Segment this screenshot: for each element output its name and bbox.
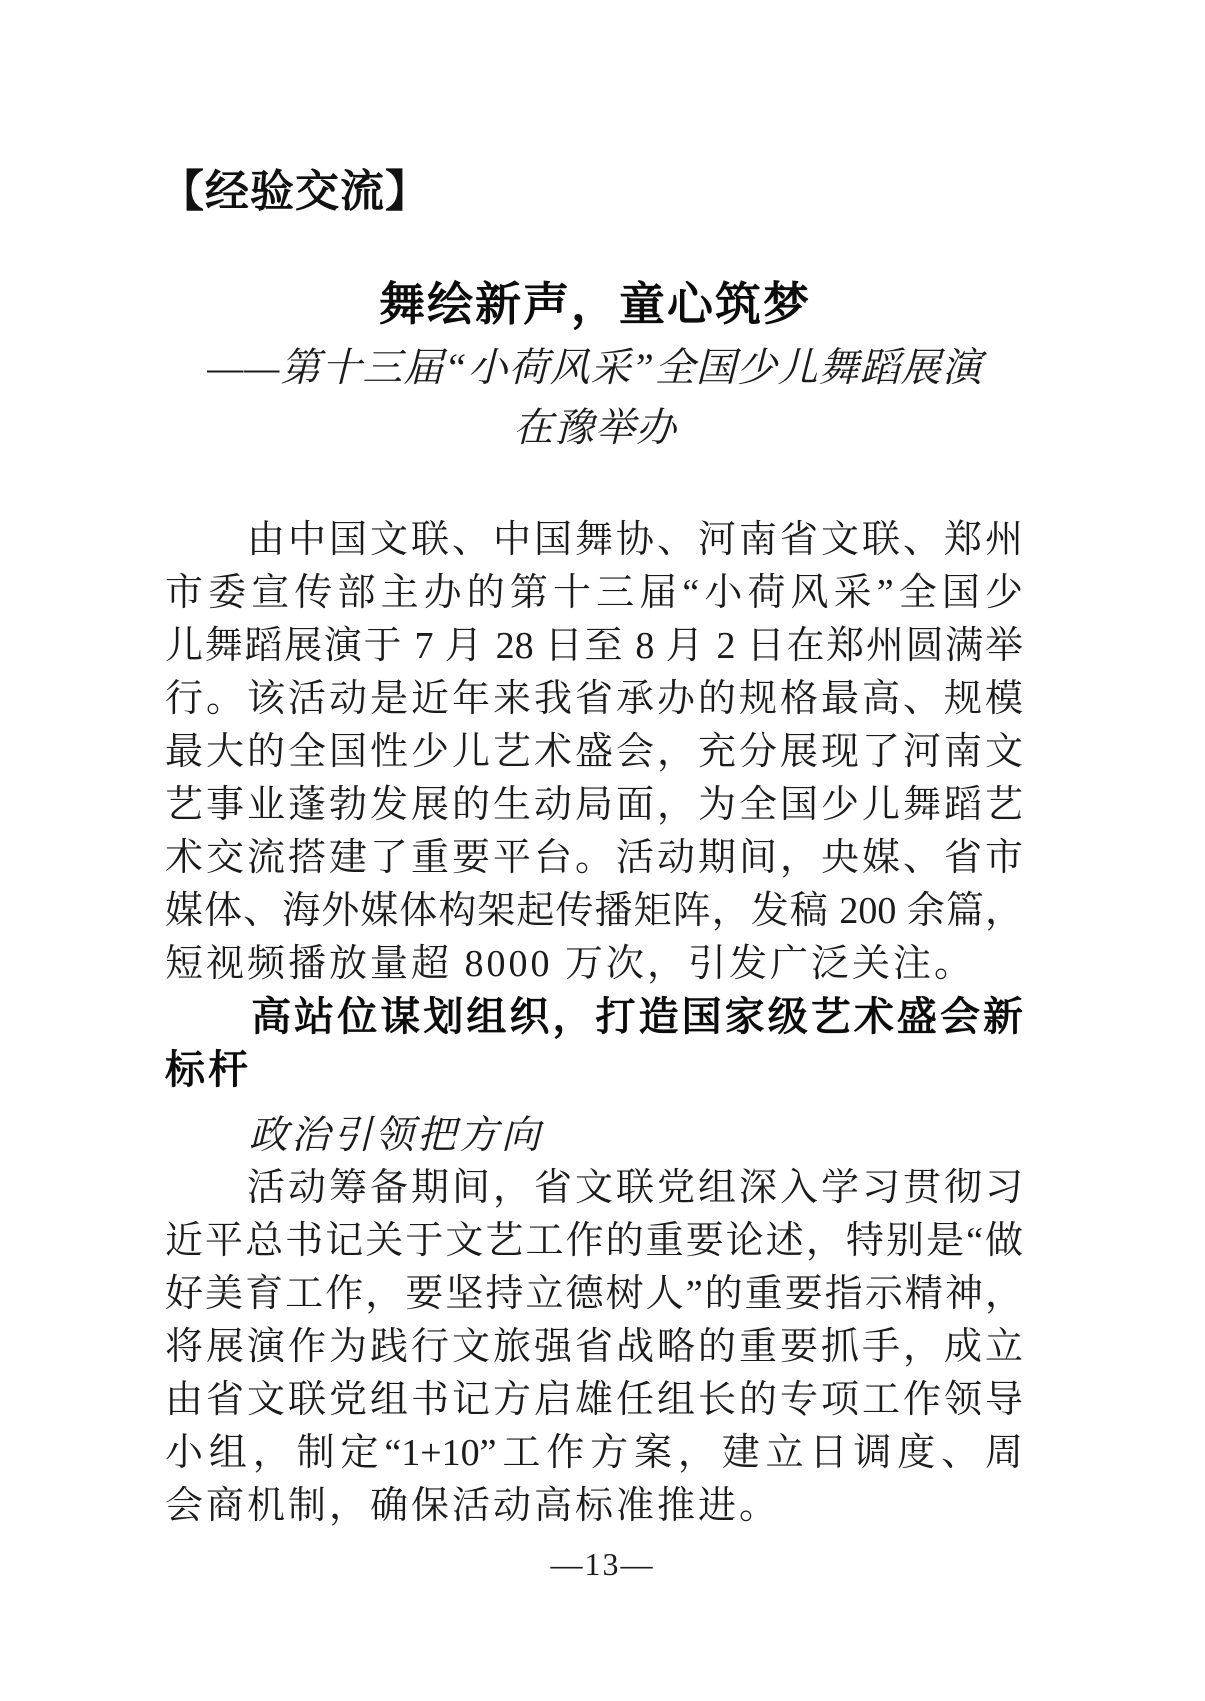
text-line: 行。该活动是近年来我省承办的规格最高、规模 (165, 678, 1023, 720)
section-heading (165, 991, 1023, 1097)
paragraph-2 (165, 1162, 1023, 1533)
text-line: 会商机制，确保活动高标准推进。 (165, 1485, 781, 1527)
title-block (165, 272, 1025, 458)
text-line: 术交流搭建了重要平台。活动期间，央媒、省市 (165, 837, 1023, 879)
text-line: 高站位谋划组织，打造国家级艺术盛会新 (165, 995, 1023, 1039)
text-line: 标杆 (165, 1048, 251, 1092)
text-line: 活动筹备期间，省文联党组深入学习贯彻习 (165, 1167, 1023, 1209)
text-line: 由中国文联、中国舞协、河南省文联、郑州 (165, 519, 1023, 561)
page-number: —13— (550, 1546, 655, 1582)
text-line: 市委宣传部主办的第十三届“小荷风采”全国少 (165, 572, 1023, 614)
body-text (165, 514, 1023, 1533)
document-title: 舞绘新声，童心筑梦 (379, 279, 811, 330)
document-subtitle-line-2: 在豫举办 (513, 405, 677, 450)
text-line: 将展演作为践行文旅强省战略的重要抓手，成立 (165, 1326, 1023, 1368)
text-line: 近平总书记关于文艺工作的重要论述，特别是“做 (165, 1220, 1023, 1262)
text-line: 最大的全国性少儿艺术盛会，充分展现了河南文 (165, 731, 1023, 773)
text-line: 好美育工作，要坚持立德树人”的重要指示精神， (165, 1273, 1023, 1315)
paragraph-1 (165, 514, 1023, 991)
text-line: 儿舞蹈展演于 7 月 28 日至 8 月 2 日在郑州圆满举 (165, 625, 1023, 667)
document-subtitle-line-1: ——第十三届“小荷风采”全国少儿舞蹈展演 (207, 345, 983, 390)
section-label: 【经验交流】 (160, 167, 430, 216)
text-line: 短视频播放量超 8000 万次，引发广泛关注。 (165, 943, 976, 985)
sub-heading: 政治引领把方向 (165, 1114, 544, 1157)
text-line: 媒体、海外媒体构架起传播矩阵，发稿 200 余篇， (165, 890, 1023, 932)
text-line: 由省文联党组书记方启雄任组长的专项工作领导 (165, 1379, 1023, 1421)
text-line: 小组，制定“1+10”工作方案，建立日调度、周 (165, 1432, 1023, 1474)
text-line: 艺事业蓬勃发展的生动局面，为全国少儿舞蹈艺 (165, 784, 1023, 826)
